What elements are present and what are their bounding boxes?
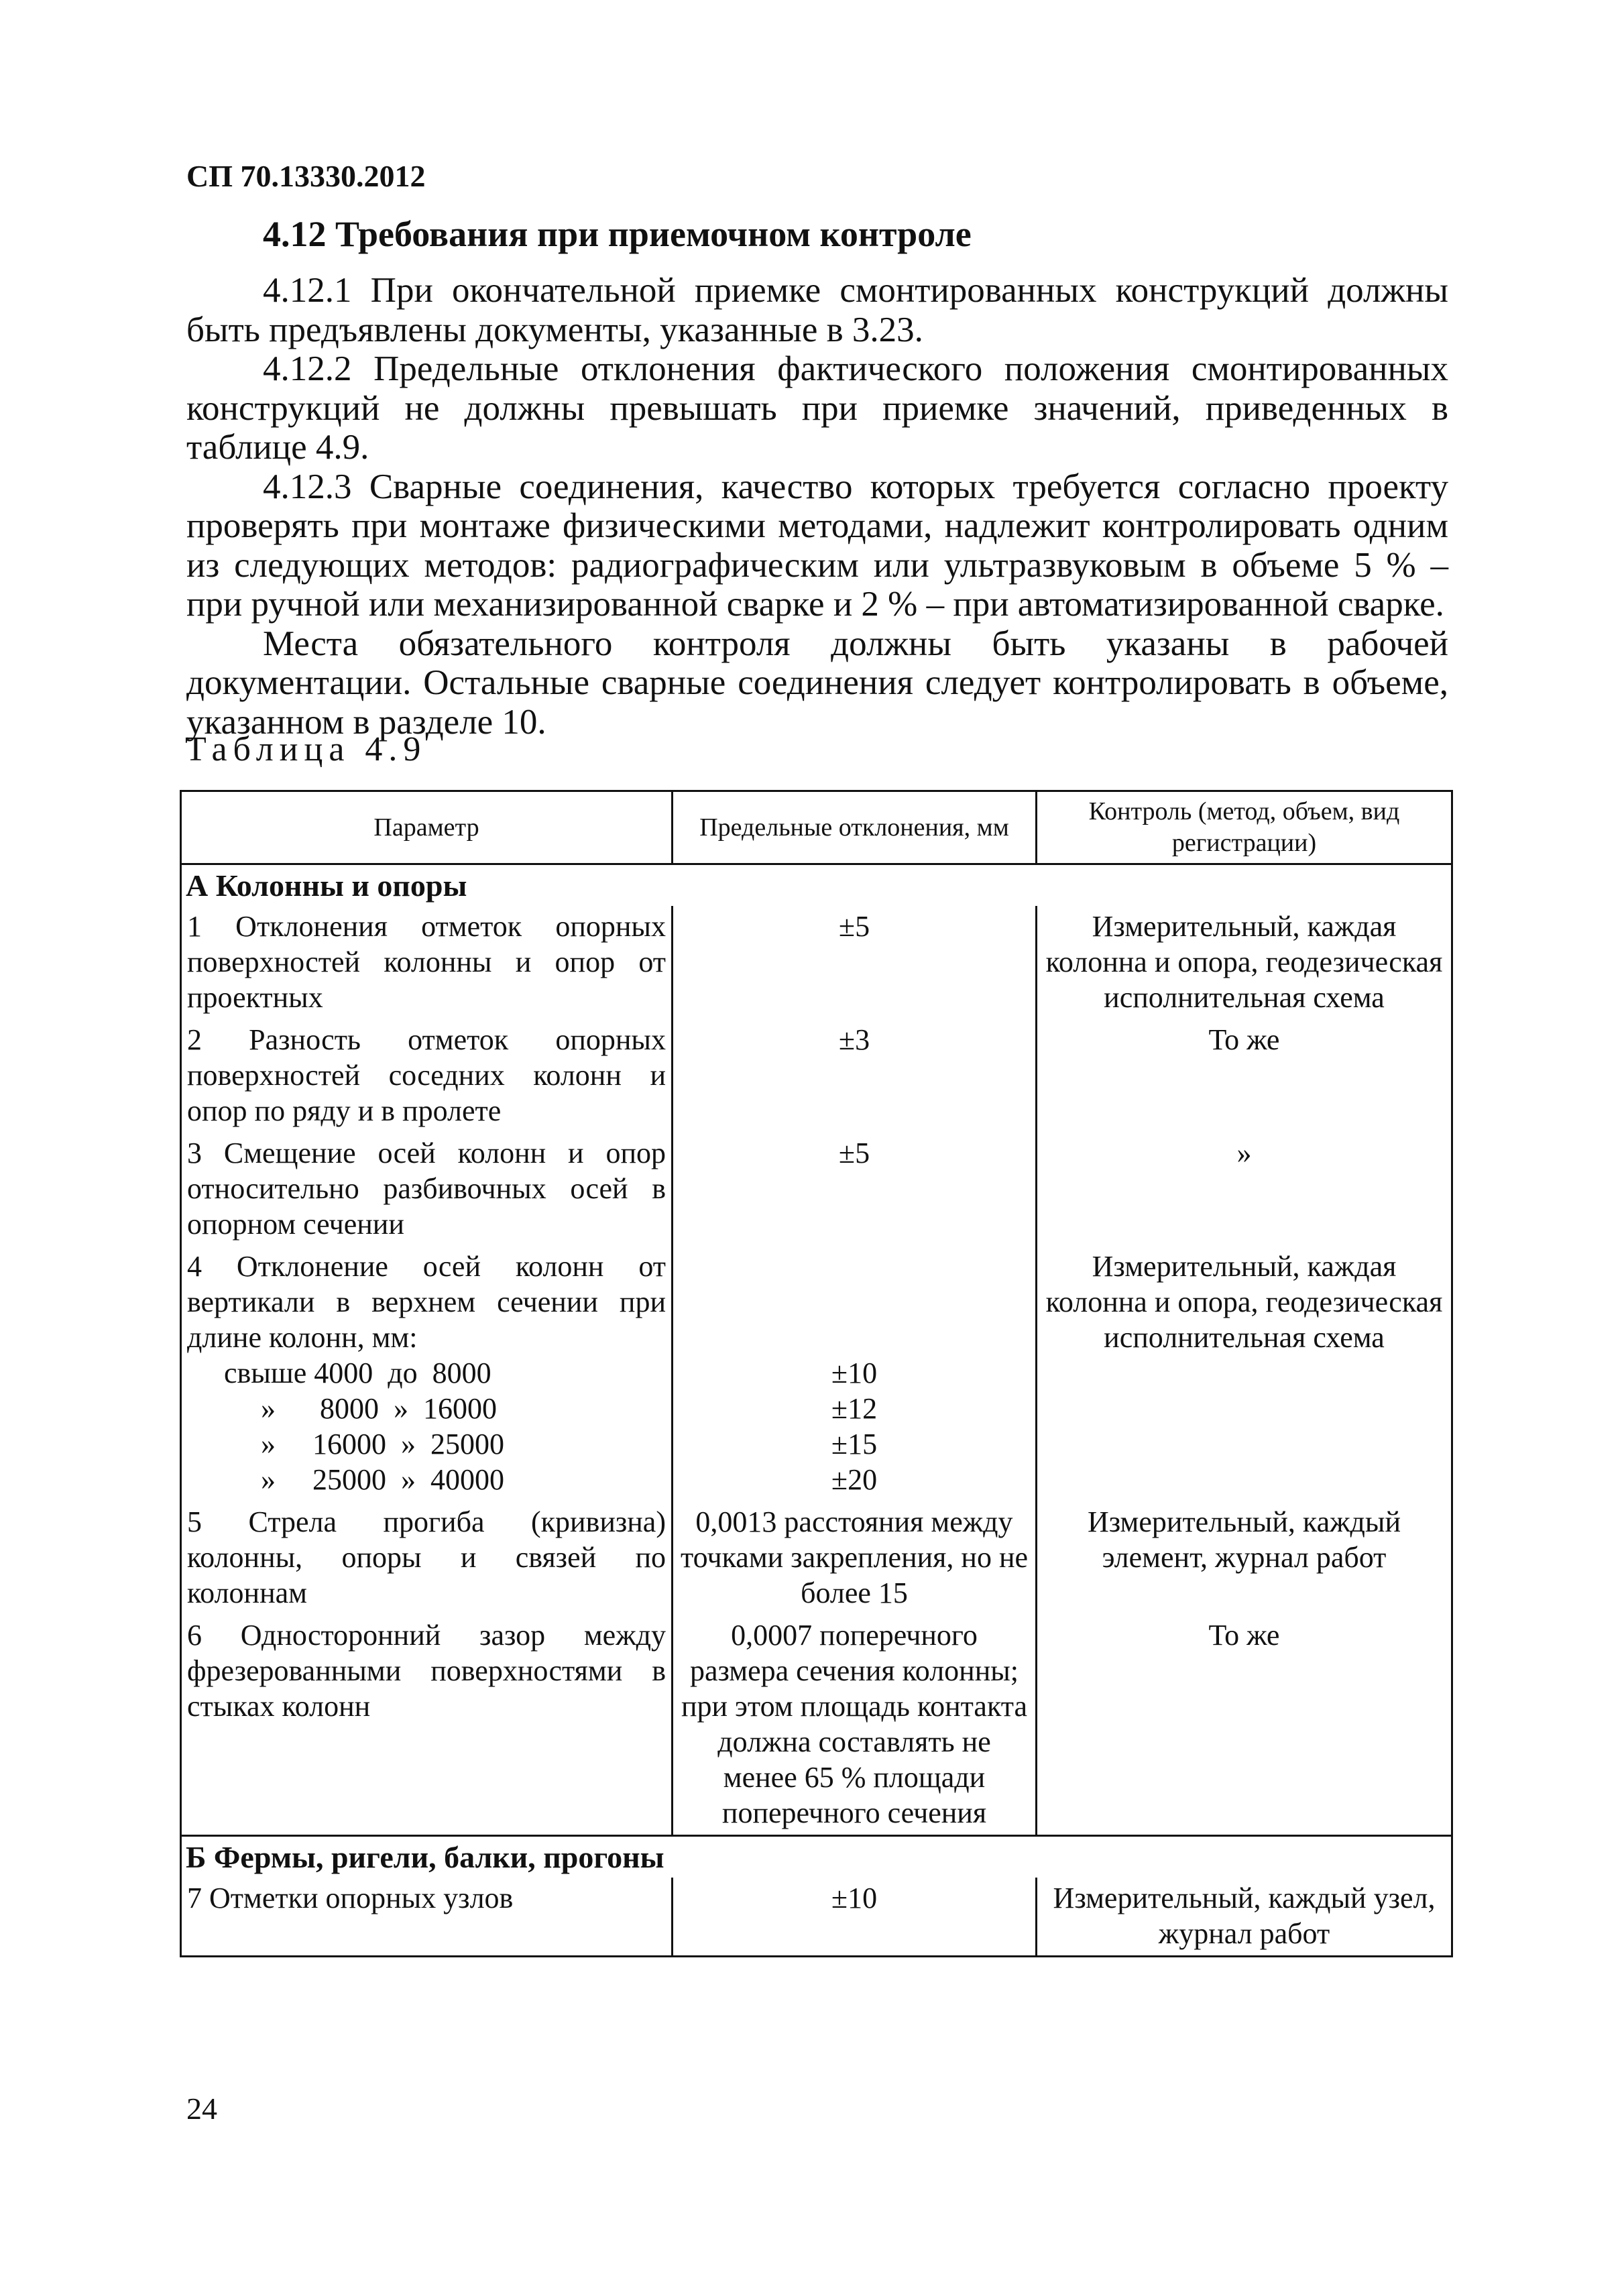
paragraph-control-places: Места обязательного контроля должны быть указаны в рабочей документации. Остальные сварные соединения следует контролировать в объеме, указанном в разделе 10. (186, 624, 1448, 742)
row-tolerance-group (673, 1246, 1037, 1501)
sub-range-label: свыше 4000 до 8000 (187, 1357, 491, 1389)
row-param: 4 Отклонение осей колонн от вертикали в верхнем сечении при длине колонн, мм: (187, 1250, 666, 1354)
row-param: 5 Стрела прогиба (кривизна) колонны, опоры и связей по колоннам (181, 1501, 673, 1615)
table-section-row (181, 1836, 1452, 1878)
row-param: 7 Отметки опорных узлов (181, 1878, 673, 1957)
sub-range-tolerance: ±12 (831, 1392, 878, 1425)
row-control: То же (1037, 1019, 1452, 1133)
row-param-group (181, 1246, 673, 1501)
row-param: 3 Смещение осей колонн и опор относительно разбивочных осей в опорном сечении (181, 1133, 673, 1246)
row-control: Измерительный, каждый узел, журнал работ (1037, 1878, 1452, 1957)
paragraph-4-12-1: 4.12.1 При окончательной приемке смонтированных конструкций должны быть предъявлены документы, указанные в 3.23. (186, 271, 1448, 349)
sub-range-tolerance: ±10 (831, 1357, 878, 1389)
table-caption: Таблица 4.9 (185, 730, 427, 768)
table-row (181, 1501, 1452, 1615)
table-section-row (181, 864, 1452, 907)
row-tolerance: ±5 (673, 1133, 1037, 1246)
header-tolerance: Предельные отклонения, мм (673, 791, 1037, 864)
row-control: Измерительный, каждый элемент, журнал работ (1037, 1501, 1452, 1615)
table-row (181, 906, 1452, 1019)
table-header-row (181, 791, 1452, 864)
sub-range-tolerance: ±15 (831, 1428, 878, 1460)
table-row (181, 1615, 1452, 1836)
header-parameter: Параметр (181, 791, 673, 864)
sub-range-label: » 16000 » 25000 (187, 1428, 504, 1460)
tolerance-table (180, 790, 1453, 1957)
body-text (186, 271, 1448, 742)
sub-range-label: » 25000 » 40000 (187, 1463, 504, 1496)
section-a-title: А Колонны и опоры (181, 864, 1452, 907)
paragraph-4-12-3: 4.12.3 Сварные соединения, качество которых требуется согласно проекту проверять при монтаже физическими методами, надлежит контролировать одним из следующих методов: радиографическим или ультразвуковым в объеме 5 % – при ручной или механизированной сварке и 2 % – при автоматизированной сварке. (186, 467, 1448, 624)
row-control: Измерительный, каждая колонна и опора, геодезическая исполнительная схема (1037, 1246, 1452, 1501)
table-row (181, 1246, 1452, 1501)
section-b-title: Б Фермы, ригели, балки, прогоны (181, 1836, 1452, 1878)
row-control: То же (1037, 1615, 1452, 1836)
row-tolerance: 0,0007 поперечного размера сечения колонны; при этом площадь контакта должна составлять не менее 65 % площади поперечного сечения (673, 1615, 1037, 1836)
table-row (181, 1133, 1452, 1246)
spacer (679, 1249, 1030, 1355)
row-tolerance: ±3 (673, 1019, 1037, 1133)
row-tolerance: 0,0013 расстояния между точками закрепления, но не более 15 (673, 1501, 1037, 1615)
row-param: 2 Разность отметок опорных поверхностей соседних колонн и опор по ряду и в пролете (181, 1019, 673, 1133)
section-title: 4.12 Требования при приемочном контроле (263, 214, 972, 254)
document-code: СП 70.13330.2012 (186, 159, 426, 193)
table-row (181, 1878, 1452, 1957)
header-control: Контроль (метод, объем, вид регистрации) (1037, 791, 1452, 864)
row-tolerance: ±10 (673, 1878, 1037, 1957)
row-tolerance: ±5 (673, 906, 1037, 1019)
sub-range-tolerance: ±20 (831, 1463, 878, 1496)
table-row (181, 1019, 1452, 1133)
row-param: 6 Односторонний зазор между фрезерованными поверхностями в стыках колонн (181, 1615, 673, 1836)
row-control: Измерительный, каждая колонна и опора, геодезическая исполнительная схема (1037, 906, 1452, 1019)
sub-range-label: » 8000 » 16000 (187, 1392, 497, 1425)
row-control: » (1037, 1133, 1452, 1246)
page-number: 24 (186, 2091, 217, 2126)
row-param: 1 Отклонения отметок опорных поверхностей колонны и опор от проектных (181, 906, 673, 1019)
paragraph-4-12-2: 4.12.2 Предельные отклонения фактического положения смонтированных конструкций не должны превышать при приемке значений, приведенных в таблице 4.9. (186, 349, 1448, 467)
